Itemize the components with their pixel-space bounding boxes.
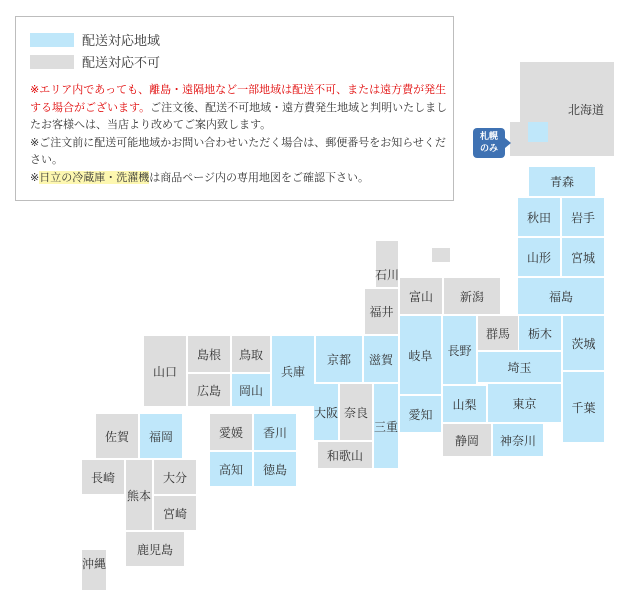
pref-kagawa: 香川 bbox=[254, 414, 296, 450]
pref-gifu: 岐阜 bbox=[400, 316, 441, 394]
note-3-highlight: 日立の冷蔵庫・洗濯機 bbox=[39, 170, 150, 184]
badge-arrow-icon bbox=[505, 138, 511, 148]
pref-niigata: 新潟 bbox=[444, 278, 500, 314]
pref-shiga: 滋賀 bbox=[364, 336, 398, 382]
pref-ishikawa: 石川 bbox=[376, 241, 398, 287]
noto-island bbox=[432, 248, 450, 262]
note-1 bbox=[30, 81, 450, 134]
pref-kochi: 高知 bbox=[210, 452, 252, 486]
pref-aichi: 愛知 bbox=[400, 396, 441, 432]
pref-hyogo: 兵庫 bbox=[272, 336, 314, 406]
legend-swatch-not-deliverable bbox=[30, 55, 74, 69]
pref-iwate: 岩手 bbox=[562, 198, 604, 236]
notes-text bbox=[30, 81, 450, 186]
pref-kyoto: 京都 bbox=[316, 336, 362, 382]
pref-fukushima: 福島 bbox=[518, 278, 604, 314]
pref-kagoshima: 鹿児島 bbox=[126, 532, 184, 566]
badge-line1: 札幌 bbox=[479, 132, 498, 142]
pref-yamaguchi: 山口 bbox=[144, 336, 186, 406]
pref-gunma: 群馬 bbox=[478, 316, 518, 350]
legend-label-deliverable: 配送対応地域 bbox=[82, 34, 161, 49]
pref-chiba: 千葉 bbox=[563, 372, 604, 442]
pref-tokyo: 東京 bbox=[488, 384, 561, 422]
pref-sapporo bbox=[528, 122, 548, 142]
hokkaido-shape-west bbox=[510, 122, 530, 156]
pref-nagasaki: 長崎 bbox=[82, 460, 124, 494]
note-1-rest: ご注文後、配送不可地域・遠方費発生地域と判明いたしましたお客様へは、当店より改めてご案内致します。 bbox=[30, 100, 448, 131]
badge-line2: のみ bbox=[479, 144, 498, 154]
legend-swatch-deliverable bbox=[30, 33, 74, 47]
legend-panel bbox=[15, 16, 454, 201]
pref-toyama: 富山 bbox=[400, 278, 442, 314]
pref-yamanashi: 山梨 bbox=[443, 386, 486, 422]
pref-shizuoka: 静岡 bbox=[443, 424, 491, 456]
note-3-rest: は商品ページ内の専用地図をご確認下さい。 bbox=[149, 170, 369, 184]
pref-okayama: 岡山 bbox=[232, 374, 270, 406]
pref-saitama: 埼玉 bbox=[478, 352, 561, 382]
pref-tottori: 鳥取 bbox=[232, 336, 270, 372]
pref-wakayama: 和歌山 bbox=[318, 442, 372, 468]
note-1-warning: ※エリア内であっても、離島・遠隔地など一部地域は配送不可、または遠方費が発生する場合がございます。 bbox=[30, 83, 447, 114]
pref-osaka: 大阪 bbox=[314, 384, 338, 440]
pref-miyagi: 宮城 bbox=[562, 238, 604, 276]
pref-kanagawa: 神奈川 bbox=[493, 424, 543, 456]
pref-nara: 奈良 bbox=[340, 384, 372, 440]
pref-saga: 佐賀 bbox=[96, 414, 138, 458]
pref-kumamoto: 熊本 bbox=[126, 460, 152, 530]
pref-tokushima: 徳島 bbox=[254, 452, 296, 486]
pref-shimane: 島根 bbox=[188, 336, 230, 372]
pref-aomori: 青森 bbox=[529, 167, 595, 196]
pref-mie: 三重 bbox=[374, 384, 398, 468]
pref-fukui: 福井 bbox=[365, 289, 398, 334]
note-3-prefix: ※ bbox=[30, 170, 40, 184]
pref-nagano: 長野 bbox=[443, 316, 476, 384]
sapporo-only-badge bbox=[473, 128, 505, 158]
note-3 bbox=[30, 169, 450, 187]
note-2: ※ご注文前に配送可能地域かお問い合わせいただく場合は、郵便番号をお知らせください。 bbox=[30, 135, 446, 166]
pref-okinawa: 沖縄 bbox=[82, 550, 106, 590]
pref-yamagata: 山形 bbox=[518, 238, 560, 276]
legend-label-not-deliverable: 配送対応不可 bbox=[82, 56, 161, 71]
pref-miyazaki: 宮崎 bbox=[154, 496, 196, 530]
pref-hiroshima: 広島 bbox=[188, 374, 230, 406]
pref-tochigi: 栃木 bbox=[519, 316, 561, 350]
pref-akita: 秋田 bbox=[518, 198, 560, 236]
pref-ibaraki: 茨城 bbox=[563, 316, 604, 370]
pref-oita: 大分 bbox=[154, 460, 196, 494]
pref-ehime: 愛媛 bbox=[210, 414, 252, 450]
pref-hokkaido: 北海道 bbox=[528, 62, 614, 156]
pref-fukuoka: 福岡 bbox=[140, 414, 182, 458]
